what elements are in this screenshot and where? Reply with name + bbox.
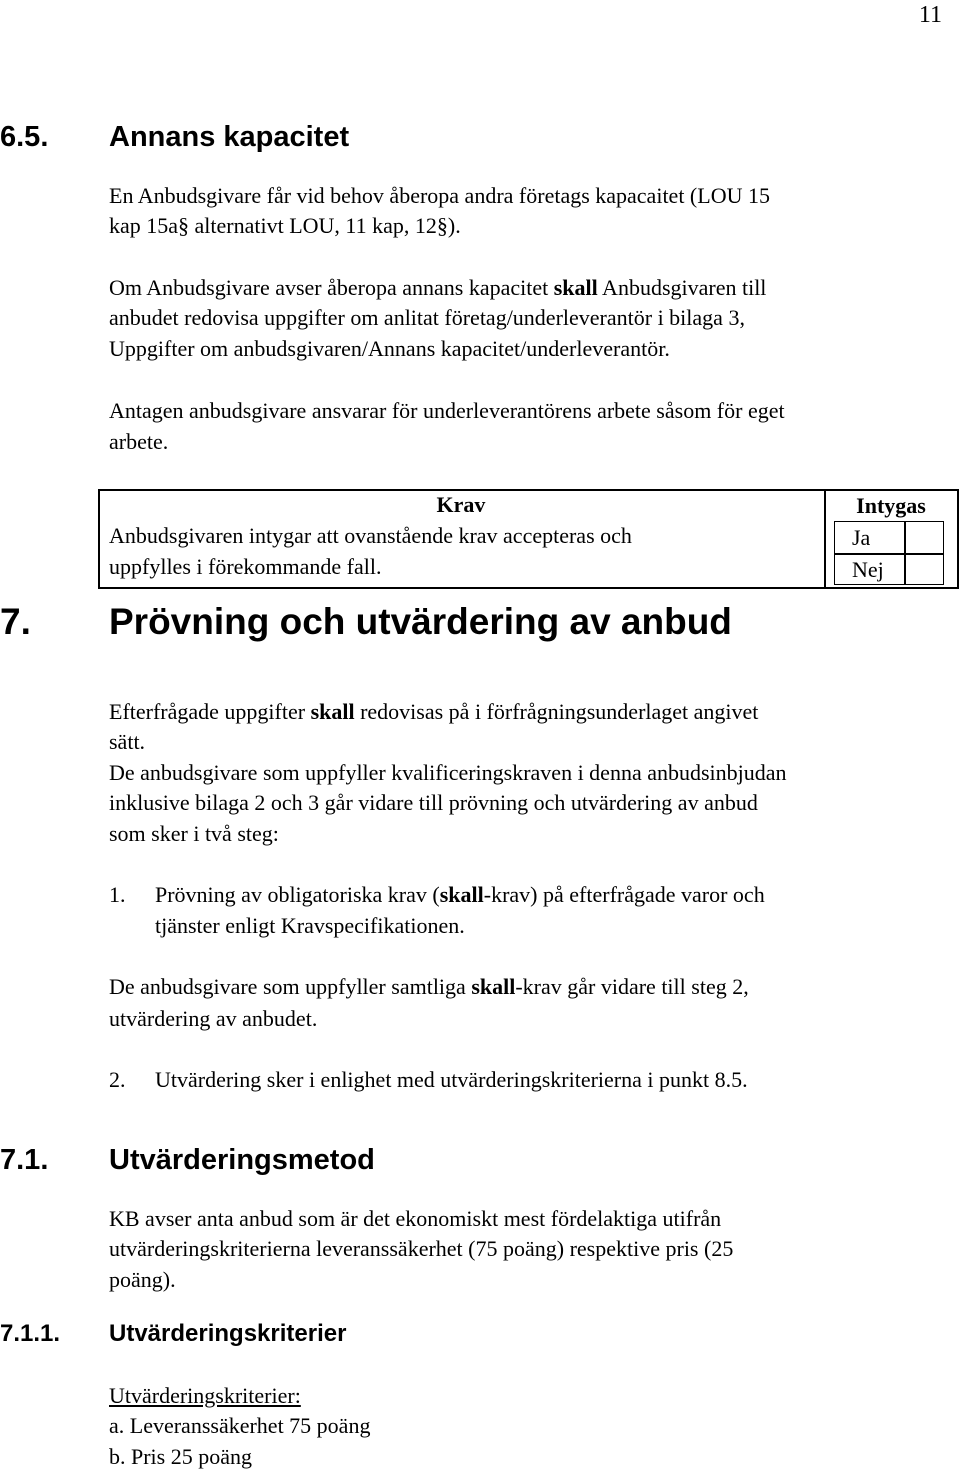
section-7-1-title: Utvärderingsmetod	[109, 1144, 375, 1176]
sec-6-5-p1-line1: En Anbudsgivare får vid behov åberopa andra företags kapacaitet (LOU 15	[109, 183, 770, 208]
criteria-item-b: b. Pris 25 poäng	[109, 1444, 252, 1469]
text-run: -krav) på efterfrågade varor och	[483, 882, 765, 907]
text-run: -krav går vidare till steg 2,	[515, 974, 749, 999]
step-1-number: 1.	[109, 882, 126, 907]
step-2-text: Utvärdering sker i enlighet med utvärderingskriterierna i punkt 8.5.	[155, 1067, 748, 1092]
sec-7-p3-line1	[109, 972, 749, 1002]
text-run: De anbudsgivare som uppfyller samtliga	[109, 974, 472, 999]
krav-text-line2: uppfylles i förekommande fall.	[109, 554, 382, 579]
nej-label: Nej	[852, 557, 884, 582]
krav-text-line1: Anbudsgivaren intygar att ovanstående krav accepteras och	[109, 523, 632, 548]
intygas-header: Intygas	[856, 493, 926, 518]
ja-label: Ja	[852, 525, 871, 550]
step-1-line1	[155, 880, 765, 910]
sec-6-5-p2-line3: Uppgifter om anbudsgivaren/Annans kapacitet/underleverantör.	[109, 336, 670, 361]
section-7-number: 7.	[0, 601, 31, 642]
text-run: Anbudsgivaren till	[597, 275, 767, 300]
section-7-1-1-number: 7.1.1.	[0, 1320, 61, 1347]
page-number: 11	[918, 2, 942, 28]
sec-7-p1-line1	[109, 697, 758, 727]
bold-skall: skall	[471, 974, 516, 999]
sec-6-5-p2-line1	[109, 273, 766, 303]
section-7-title: Prövning och utvärdering av anbud	[109, 601, 732, 642]
section-6-5-title: Annans kapacitet	[109, 121, 350, 153]
sec-7-p1-line2: sätt.	[109, 729, 146, 754]
step-1-line2: tjänster enligt Kravspecifikationen.	[155, 913, 465, 938]
sec-6-5-p3-line2: arbete.	[109, 429, 169, 454]
criteria-item-a: a. Leveranssäkerhet 75 poäng	[109, 1413, 371, 1438]
text-run: Prövning av obligatoriska krav (	[155, 882, 440, 907]
sec-7-1-line1: KB avser anta anbud som är det ekonomiskt mest fördelaktiga utifrån	[109, 1206, 722, 1231]
sec-7-1-line3: poäng).	[109, 1267, 176, 1292]
ja-checkbox[interactable]	[904, 521, 944, 555]
bold-skall: skall	[310, 699, 355, 724]
bold-skall: skall	[553, 275, 598, 300]
sec-6-5-p3-line1: Antagen anbudsgivare ansvarar för underleverantörens arbete såsom för eget	[109, 398, 785, 423]
sec-6-5-p2-line2: anbudet redovisa uppgifter om anlitat företag/underleverantör i bilaga 3,	[109, 305, 745, 330]
sec-7-p3-line2: utvärdering av anbudet.	[109, 1006, 318, 1031]
section-6-5-number: 6.5.	[0, 121, 49, 153]
section-7-1-1-title: Utvärderingskriterier	[109, 1320, 347, 1347]
sec-7-p2-line1: De anbudsgivare som uppfyller kvalificeringskraven i denna anbudsinbjudan	[109, 760, 787, 785]
sec-7-p2-line3: som sker i två steg:	[109, 821, 279, 846]
sec-7-p2-line2: inklusive bilaga 2 och 3 går vidare till prövning och utvärdering av anbud	[109, 790, 758, 815]
text-run: redovisas på i förfrågningsunderlaget angivet	[354, 699, 759, 724]
underlined-heading: Utvärderingskriterier:	[109, 1383, 301, 1408]
sec-7-1-line2: utvärderingskriterierna leveranssäkerhet (75 poäng) respektive pris (25	[109, 1236, 734, 1261]
text-run: Efterfrågade uppgifter	[109, 699, 311, 724]
nej-checkbox[interactable]	[904, 553, 944, 585]
text-run: Om Anbudsgivare avser åberopa annans kapacitet	[109, 275, 554, 300]
section-7-1-number: 7.1.	[0, 1144, 49, 1176]
bold-skall: skall	[439, 882, 484, 907]
sec-6-5-p1-line2: kap 15a§ alternativt LOU, 11 kap, 12§).	[109, 213, 461, 238]
krav-header: Krav	[436, 492, 486, 517]
criteria-list-heading	[109, 1381, 301, 1411]
step-2-number: 2.	[109, 1067, 126, 1092]
